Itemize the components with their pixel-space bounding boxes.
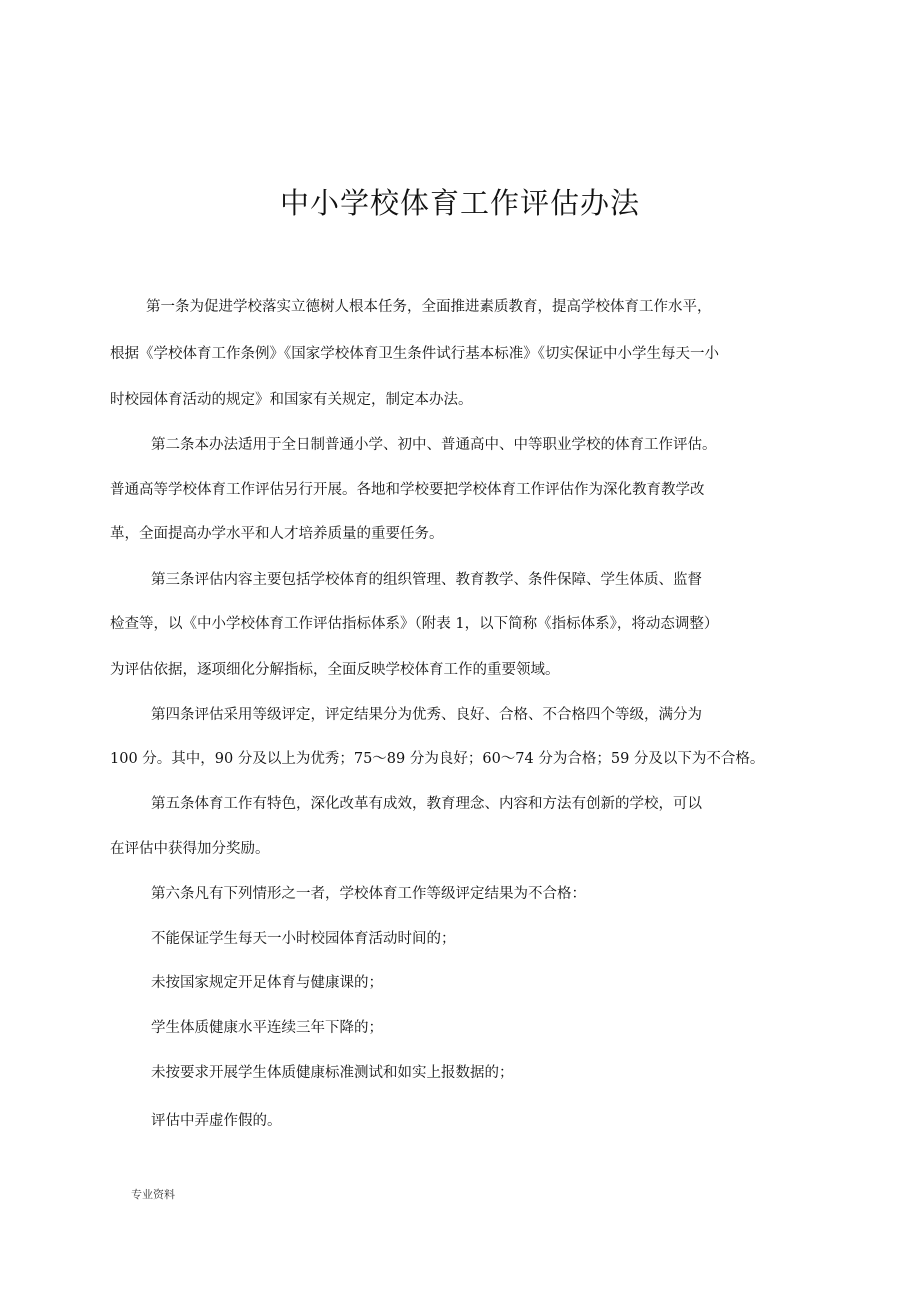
list-item: 未按要求开展学生体质健康标准测试和如实上报数据的； <box>151 1065 514 1081</box>
list-item: 评估中弄虚作假的。 <box>151 1113 282 1129</box>
paragraph-line: 为评估依据，逐项细化分解指标，全面反映学校体育工作的重要领域。 <box>110 662 560 678</box>
paragraph-line: 在评估中获得加分奖励。 <box>110 841 270 857</box>
paragraph-line: 根据《学校体育工作条例》《国家学校体育卫生条件试行基本标准》《切实保证中小学生每天一小 <box>110 346 719 362</box>
paragraph-line: 普通高等学校体育工作评估另行开展。各地和学校要把学校体育工作评估作为深化教育教学改 <box>110 482 705 498</box>
paragraph-line: 第一条为促进学校落实立德树人根本任务，全面推进素质教育，提高学校体育工作水平， <box>146 299 712 315</box>
paragraph-line: 革，全面提高办学水平和人才培养质量的重要任务。 <box>110 526 444 542</box>
paragraph-line: 检查等，以《中小学校体育工作评估指标体系》（附表 1，以下简称《指标体系》，将动态调整） <box>110 616 719 632</box>
page-title: 中小学校体育工作评估办法 <box>279 186 640 220</box>
paragraph-line: 第三条评估内容主要包括学校体育的组织管理、教育教学、条件保障、学生体质、监督 <box>151 572 702 588</box>
paragraph-line: 100 分。其中，90 分及以上为优秀；75～89 分为良好；60～74 分为合格；59 分及以下为不合格。 <box>110 751 765 767</box>
paragraph-line: 第六条凡有下列情形之一者，学校体育工作等级评定结果为不合格： <box>151 886 586 902</box>
paragraph-line: 第四条评估采用等级评定，评定结果分为优秀、良好、合格、不合格四个等级，满分为 <box>151 707 702 723</box>
paragraph-line: 第二条本办法适用于全日制普通小学、初中、普通高中、中等职业学校的体育工作评估。 <box>151 437 717 453</box>
list-item: 学生体质健康水平连续三年下降的； <box>151 1020 383 1036</box>
paragraph-line: 时校园体育活动的规定》和国家有关规定，制定本办法。 <box>110 392 473 408</box>
list-item: 未按国家规定开足体育与健康课的； <box>151 975 383 991</box>
page-footer: 专业资料 <box>131 1188 175 1201</box>
paragraph-line: 第五条体育工作有特色，深化改革有成效，教育理念、内容和方法有创新的学校，可以 <box>151 796 702 812</box>
list-item: 不能保证学生每天一小时校园体育活动时间的； <box>151 931 456 947</box>
